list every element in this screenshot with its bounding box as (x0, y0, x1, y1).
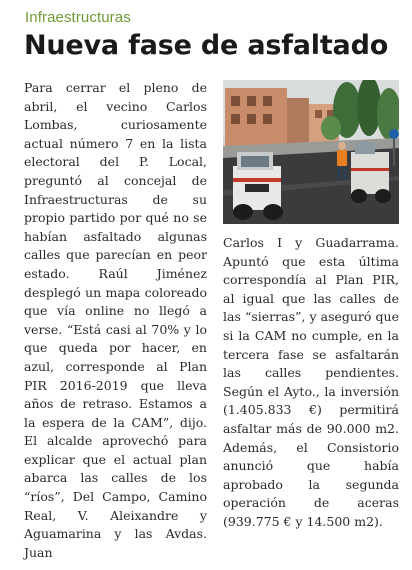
section-label: Infraestructuras (25, 9, 131, 26)
headline: Nueva fase de asfaltado (24, 30, 389, 61)
article-column-right: Carlos I y Guadarrama. Apuntó que esta última correspondía al Plan PIR, al igual que las calles de las “sierras”, y aseguró que si la CAM no cumple, en la tercera fase se asfaltarán las calles pendientes. Según el Ayto., la inversión (1.405.833 €) permitirá asfaltar más de 90.000 m2. Además, el Consistorio anunció que había aprobado la segunda operación de aceras (939.775 € y 14.500 m2). (223, 235, 399, 529)
article-photo (223, 80, 399, 224)
road-works-photo-icon (223, 80, 399, 224)
article-column-left: Para cerrar el pleno de abril, el vecino Carlos Lombas, curiosamente actual número 7 en la lista electoral del P. Local, preguntó al concejal de Infraestructuras de su propio partido por qué no se habían asfaltado algunas calles que parecían en peor estado. Raúl Jiménez desplegó un mapa coloreado que vía online no llegó a verse. “Está casi al 70% y lo que queda por hacer, en azul, corresponde al Plan PIR 2016-2019 que lleva años de retraso. Estamos a la espera de la CAM”, dijo. El alcalde aprovechó para explicar que el actual plan abarca las calles de los “ríos”, Del Campo, Camino Real, V. Aleixandre y Aguamarina y las Avdas. Juan (24, 80, 207, 560)
